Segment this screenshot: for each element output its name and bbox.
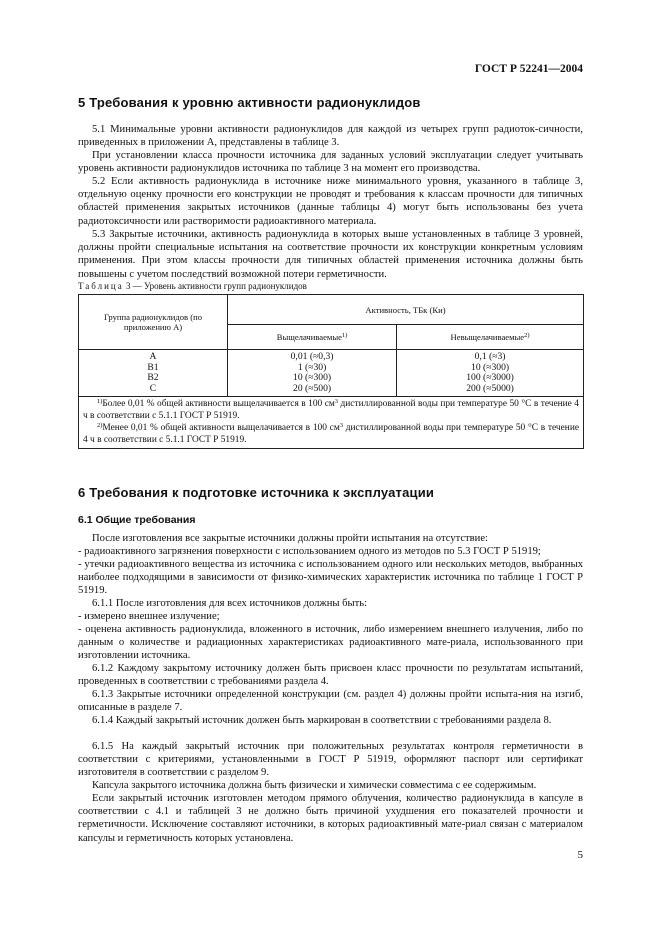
activity-header: Активность, ТБк (Ки) xyxy=(228,295,584,325)
group-column-header: Группа радионуклидов (по приложению А) xyxy=(79,295,228,350)
group-cell: А В1 В2 С xyxy=(79,350,228,397)
paragraph-6-1-2: 6.1.2 Каждому закрытому источнику должен быть присвоен класс прочности по результатам испытаний, проведенных в соответствии с требованиями раздела 4. xyxy=(78,663,583,688)
paragraph-6-intro: После изготовления все закрытые источники должны пройти испытания на отсутствие: xyxy=(92,533,488,544)
paragraph-5-2: 5.2 Если активность радионуклида в источнике ниже минимального уровня, указанного в таблице 3, отдельную оценку прочности его конструкции не проводят и требования к классам прочности для типичных областей применения закрытых источников (данные таблицы 4) могут быть использованы без учета радиотоксичности или растворимости радиоактивного материала. xyxy=(78,176,583,227)
section-6-heading: 6 Требования к подготовке источника к эксплуатации xyxy=(78,485,435,500)
page-number: 5 xyxy=(577,849,583,861)
footnote-2: $^{2)}$Менее 0,01 % общей активности выщелачивается в 100 $см^3$ дистиллированной воды при температуре 50 °С в течение 4 ч в соответствии с 5.1.1 ГОСТ Р 51919. xyxy=(83,422,579,445)
subsection-6-1-heading: 6.1 Общие требования xyxy=(78,514,196,526)
paragraph-5-1: 5.1 Минимальные уровни активности радионуклидов для каждой из четырех групп радиоток-сичности, приведенных в приложении А, представлены в таблице 3. xyxy=(78,124,583,149)
paragraph-6-item-contamination: - радиоактивного загрязнения поверхности с использованием одного из методов по 5.3 ГОСТ Р 51919; xyxy=(78,546,541,557)
paragraph-5-3: 5.3 Закрытые источники, активность радионуклида в которых выше установленных в таблице 3 уровней, должны пройти специальные испытания на соответствие прочности их конструкции конкретным условиям применения. При этом классы прочности для типичных областей применения источника должны быть повышены с учетом последствий возможной потери герметичности. xyxy=(78,229,583,280)
leachable-header: Выщелачиваемые$^{1)}$ xyxy=(228,325,397,350)
paragraph-6-1-1: 6.1.1 После изготовления для всех источников должны быть: xyxy=(92,598,368,609)
paragraph-6-item-leak: - утечки радиоактивного вещества из источника с использованием одного или нескольких методов, выбранных наиболее подходящими в зависимости от физико-химических характеристик источника по таблице 1 ГОСТ Р 51919. xyxy=(78,559,583,597)
leachable-values-cell: 0,01 (≈0,3) 1 (≈30) 10 (≈300) 20 (≈500) xyxy=(228,350,397,397)
paragraph-capsule: Капсула закрытого источника должна быть физически и химически совместима с ее содержимым. xyxy=(92,780,537,791)
paragraph-6-1-4: 6.1.4 Каждый закрытый источник должен быть маркирован в соответствии с требованиями раздела 8. xyxy=(92,715,552,726)
section-5-heading: 5 Требования к уровню активности радионуклидов xyxy=(78,95,421,110)
standard-code: ГОСТ Р 52241—2004 xyxy=(474,63,583,75)
paragraph-6-1-3: 6.1.3 Закрытые источники определенной конструкции (см. раздел 4) должны пройти испыта-ния на изгиб, описанные в разделе 7. xyxy=(78,689,583,714)
paragraph-6-1-1-item-activity: - оценена активность радионуклида, вложенного в источник, либо измерением внешнего излучения, либо по данным о количестве и радиационных характеристиках радиоактивного мате-риала, использованного при изготовлении источника. xyxy=(78,624,583,662)
table-3-caption xyxy=(78,281,307,291)
non-leachable-header: Невыщелачиваемые$^{2)}$ xyxy=(397,325,584,350)
table-caption-label: Таблица xyxy=(78,281,124,291)
paragraph-6-1-1-item-radiation: - измерено внешнее излучение; xyxy=(78,611,220,622)
table-caption-text: 3 — Уровень активности групп радионуклидов xyxy=(126,281,307,291)
paragraph-6-1-5: 6.1.5 На каждый закрытый источник при положительных результатах контроля герметичности в соответствии с критериями, установленными в ГОСТ Р 51919, оформляют паспорт или сертификат изготовителя в соответствии с разделом 9. xyxy=(78,741,583,779)
footnote-1: $^{1)}$Более 0,01 % общей активности выщелачивается в 100 $см^3$ дистиллированной воды при температуре 50 °С в течение 4 ч в соответствии с 5.1.1 ГОСТ Р 51919. xyxy=(83,398,579,421)
table-3 xyxy=(78,294,584,449)
table-footnotes xyxy=(79,397,584,449)
paragraph-5-1-cont: При установлении класса прочности источника для заданных условий эксплуатации следует учитывать уровень активности радионуклидов источника по таблице 3 на момент его производства. xyxy=(78,150,583,175)
paragraph-direct-irradiation: Если закрытый источник изготовлен методом прямого облучения, количество радионуклида в капсуле в соответствии с 4.1 и таблицей 3 не должно быть причиной ухудшения его показателей прочности и герметичности. Исключение составляют источники, в которых радиоактивный мате-риал связан с материалом капсулы и герметичность которых установлена. xyxy=(78,793,583,844)
non-leachable-values-cell: 0,1 (≈3) 10 (≈300) 100 (≈3000) 200 (≈5000) xyxy=(397,350,584,397)
